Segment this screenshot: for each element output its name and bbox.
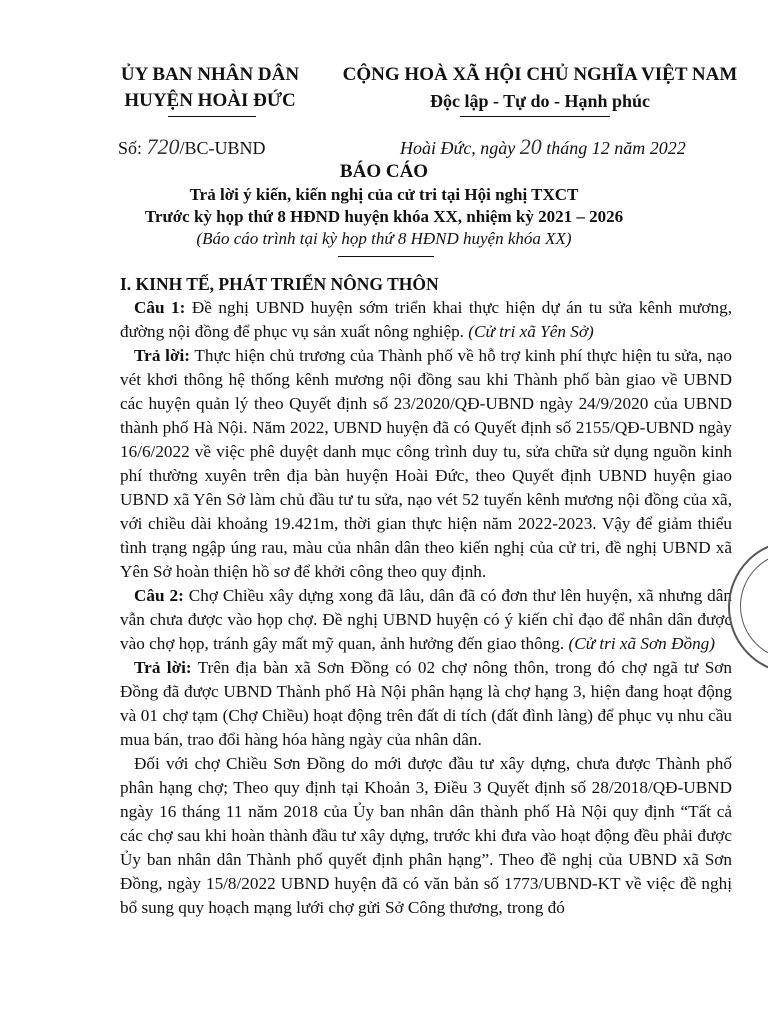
agency-underline (168, 116, 256, 117)
title-underline (338, 256, 434, 257)
document-date (400, 134, 686, 160)
document-body (120, 272, 732, 920)
question-text: Chợ Chiều xây dựng xong đã lâu, dân đã có đơn thư lên huyện, xã nhưng dân vẫn chưa được vào họp chợ. Đề nghị UBND huyện có ý kiến chỉ đạo để nhân dân được vào chợ họp, tránh gây mất mỹ quan, ảnh hưởng đến giao thông. (120, 586, 732, 653)
date-suffix: tháng 12 năm 2022 (541, 138, 686, 158)
date-day-handwritten: 20 (519, 134, 542, 159)
question-2 (120, 584, 732, 656)
document-number (118, 134, 266, 160)
answer-2 (120, 656, 732, 752)
question-1 (120, 296, 732, 344)
document-title: BÁO CÁO (339, 161, 429, 182)
section-heading: I. KINH TẾ, PHÁT TRIỂN NÔNG THÔN (120, 274, 439, 294)
question-label: Câu 1: (134, 298, 186, 317)
national-motto: Độc lập - Tự do - Hạnh phúc (429, 91, 651, 111)
document-subtitle-1: Trả lời ý kiến, kiến nghị của cử tri tại Hội nghị TXCT (189, 185, 579, 204)
question-text: Đề nghị UBND huyện sớm triển khai thực hiện dự án tu sửa kênh mương, đường nội đồng để phục vụ sản xuất nông nghiệp. (120, 298, 732, 341)
official-seal (728, 540, 768, 674)
doc-number-suffix: /BC-UBND (179, 138, 266, 158)
document-subtitle-2: Trước kỳ họp thứ 8 HĐND huyện khóa XX, nhiệm kỳ 2021 – 2026 (144, 207, 624, 226)
motto-underline (460, 116, 610, 117)
country-name: CỘNG HOÀ XÃ HỘI CHỦ NGHĨA VIỆT NAM (342, 64, 738, 85)
agency-line-1: ỦY BAN NHÂN DÂN (120, 64, 300, 85)
question-label: Câu 2: (134, 586, 184, 605)
answer-text: Trên địa bàn xã Sơn Đồng có 02 chợ nông thôn, trong đó chợ ngã tư Sơn Đồng đã được UBND Thành phố Hà Nội phân hạng là chợ hạng 3, hiện đang hoạt động và 01 chợ tạm (Chợ Chiều) hoạt động trên đất di tích (đất đình làng) để phục vụ nhu cầu mua bán, trao đổi hàng hóa hàng ngày của nhân dân. (120, 658, 732, 749)
question-source: (Cử tri xã Yên Sở) (468, 322, 594, 341)
document-subtitle-3: (Báo cáo trình tại kỳ họp thứ 8 HĐND huyện khóa XX) (196, 229, 572, 248)
date-prefix: Hoài Đức, ngày (400, 138, 520, 158)
official-seal-inner-ring (740, 552, 768, 660)
doc-number-handwritten: 720 (146, 134, 180, 159)
answer-label: Trả lời: (134, 658, 192, 677)
issuing-agency (90, 62, 330, 114)
paragraph: Đối với chợ Chiều Sơn Đồng do mới được đầu tư xây dựng, chưa được Thành phố phân hạng chợ; Theo quy định tại Khoản 3, Điều 3 Quyết định số 28/2018/QĐ-UBND ngày 16 tháng 11 năm 2018 của Ủy ban nhân dân thành phố Hà Nội quy định “Tất cả các chợ sau khi hoàn thành đầu tư xây dựng, trước khi đưa vào hoạt động đều phải được Ủy ban nhân dân Thành phố quyết định phân hạng”. Theo đề nghị của UBND xã Sơn Đồng, ngày 15/8/2022 UBND huyện đã có văn bản số 1773/UBND-KT về việc đề nghị bổ sung quy hoạch mạng lưới chợ gửi Sở Công thương, trong đó (120, 754, 732, 917)
answer-text: Thực hiện chủ trương của Thành phố về hỗ trợ kinh phí thực hiện tu sửa, nạo vét khơi thông hệ thống kênh mương nội đồng sau khi Thành phố bàn giao về UBND các huyện quản lý theo Quyết định số 23/2020/QĐ-UBND ngày 24/9/2020 của UBND thành phố Hà Nội. Năm 2022, UBND huyện đã có Quyết định số 2155/QĐ-UBND ngày 16/6/2022 về việc phê duyệt danh mục công trình duy tu, sửa chữa sử dụng nguồn kinh phí thường xuyên trên địa bàn huyện Hoài Đức, theo Quyết định UBND huyện giao UBND xã Yên Sở làm chủ đầu tư tu sửa, nạo vét 52 tuyến kênh mương nội đồng của xã, với chiều dài khoảng 19.421m, thời gian thực hiện năm 2022-2023. Vậy để giảm thiểu tình trạng ngập úng rau, màu của nhân dân theo kiến nghị của cử tri, đề nghị UBND xã Yên Sở hoàn thiện hồ sơ để khởi công theo quy định. (120, 346, 732, 581)
agency-line-2: HUYỆN HOÀI ĐỨC (124, 90, 296, 111)
national-header (340, 62, 740, 114)
answer-1 (120, 344, 732, 584)
answer-label: Trả lời: (134, 346, 190, 365)
question-source: (Cử tri xã Sơn Đồng) (568, 634, 715, 653)
doc-number-prefix: Số: (118, 138, 147, 158)
